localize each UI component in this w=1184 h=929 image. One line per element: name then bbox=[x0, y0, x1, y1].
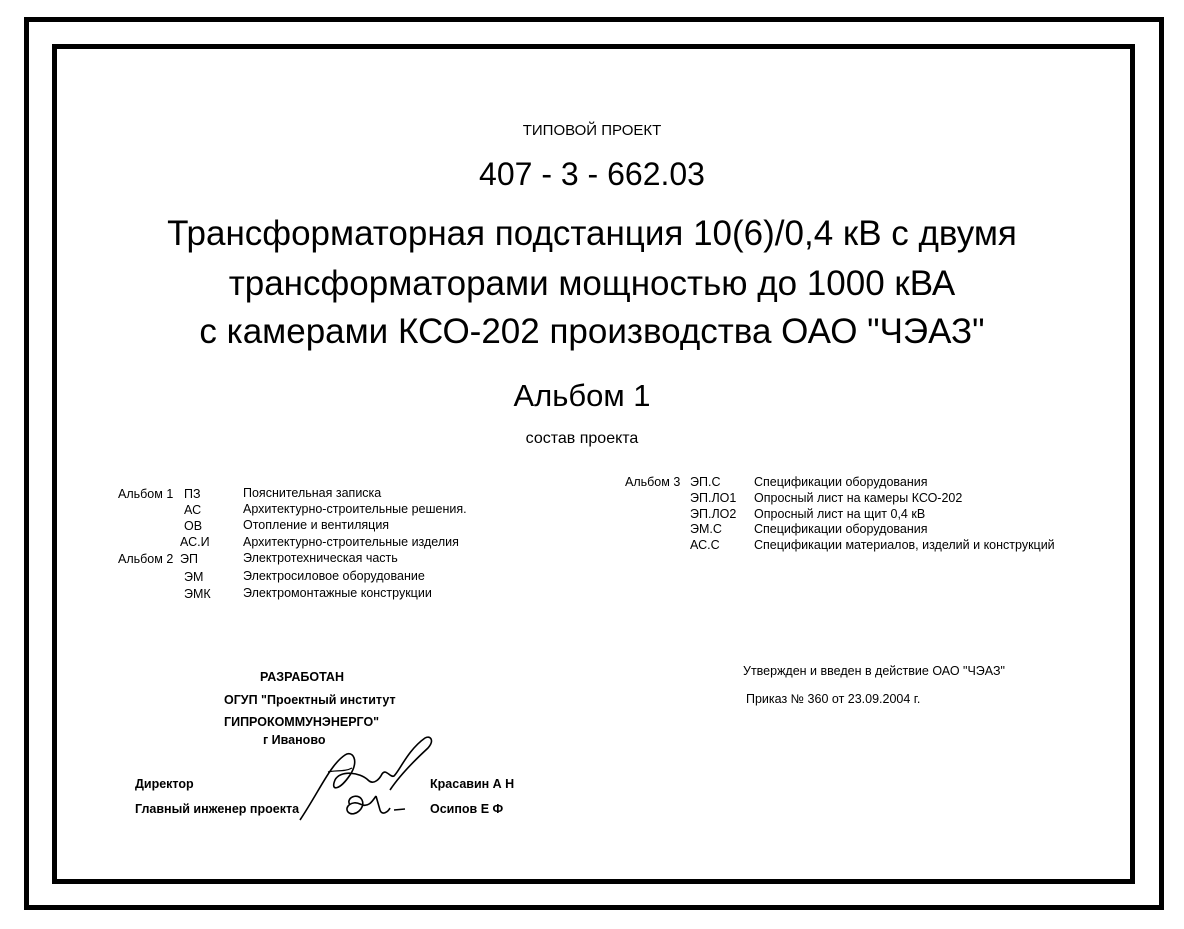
doc-desc: Отопление и вентиляция bbox=[243, 518, 390, 532]
doc-code: ЭП.С bbox=[690, 475, 721, 489]
doc-code: ОВ bbox=[184, 519, 203, 533]
developer-org-line-1: ОГУП "Проектный институт bbox=[224, 693, 396, 707]
doc-code: АС bbox=[184, 503, 202, 517]
type-label: ТИПОВОЙ ПРОЕКТ bbox=[522, 122, 662, 139]
album-label: Альбом 3 bbox=[625, 475, 681, 489]
title-line-1: Трансформаторная подстанция 10(6)/0,4 кВ с двумя bbox=[167, 214, 1017, 253]
developer-heading: РАЗРАБОТАН bbox=[260, 670, 344, 684]
approval-line-1: Утвержден и введен в действие ОАО "ЧЭАЗ" bbox=[743, 664, 1005, 678]
doc-code: ЭП.ЛО1 bbox=[690, 491, 737, 505]
doc-desc: Архитектурно-строительные изделия bbox=[243, 535, 459, 549]
doc-code: ПЗ bbox=[184, 487, 201, 501]
developer-org-line-2: ГИПРОКОММУНЭНЕРГО" bbox=[224, 715, 380, 729]
doc-code: ЭП.ЛО2 bbox=[690, 507, 737, 521]
album-label: Альбом 2 bbox=[118, 552, 174, 566]
doc-code: АС.С bbox=[690, 538, 720, 552]
doc-desc: Электросиловое оборудование bbox=[243, 569, 425, 583]
doc-code: ЭП bbox=[180, 552, 198, 566]
doc-desc: Спецификации оборудования bbox=[754, 475, 928, 489]
doc-desc: Спецификации оборудования bbox=[754, 522, 928, 536]
handwritten-signature bbox=[290, 730, 450, 830]
album-label: Альбом 1 bbox=[118, 487, 174, 501]
chief-engineer-role: Главный инженер проекта bbox=[135, 802, 300, 816]
doc-code: ЭМ bbox=[184, 570, 204, 584]
doc-code: ЭМК bbox=[184, 587, 211, 601]
album-subtitle: состав проекта bbox=[525, 430, 639, 447]
doc-desc: Спецификации материалов, изделий и конструкций bbox=[754, 538, 1055, 552]
doc-desc: Архитектурно-строительные решения. bbox=[243, 502, 467, 516]
album-title: Альбом 1 bbox=[513, 378, 651, 413]
title-line-3: с камерами КСО-202 производства ОАО "ЧЭАЗ" bbox=[199, 312, 985, 351]
doc-desc: Опросный лист на камеры КСО-202 bbox=[754, 491, 963, 505]
chief-engineer-name: Осипов Е Ф bbox=[430, 802, 504, 816]
doc-desc: Электротехническая часть bbox=[243, 551, 398, 565]
doc-desc: Опросный лист на щит 0,4 кВ bbox=[754, 507, 926, 521]
doc-desc: Пояснительная записка bbox=[243, 486, 382, 500]
doc-code: ЭМ.С bbox=[690, 522, 722, 536]
title-line-2: трансформаторами мощностью до 1000 кВА bbox=[228, 264, 956, 303]
approval-line-2: Приказ № 360 от 23.09.2004 г. bbox=[746, 692, 921, 706]
doc-desc: Электромонтажные конструкции bbox=[243, 586, 432, 600]
project-code: 407 - 3 - 662.03 bbox=[479, 156, 705, 192]
director-name: Красавин А Н bbox=[430, 777, 515, 791]
director-role: Директор bbox=[135, 777, 194, 791]
doc-code: АС.И bbox=[180, 535, 210, 549]
developer-city: г Иваново bbox=[263, 733, 326, 747]
